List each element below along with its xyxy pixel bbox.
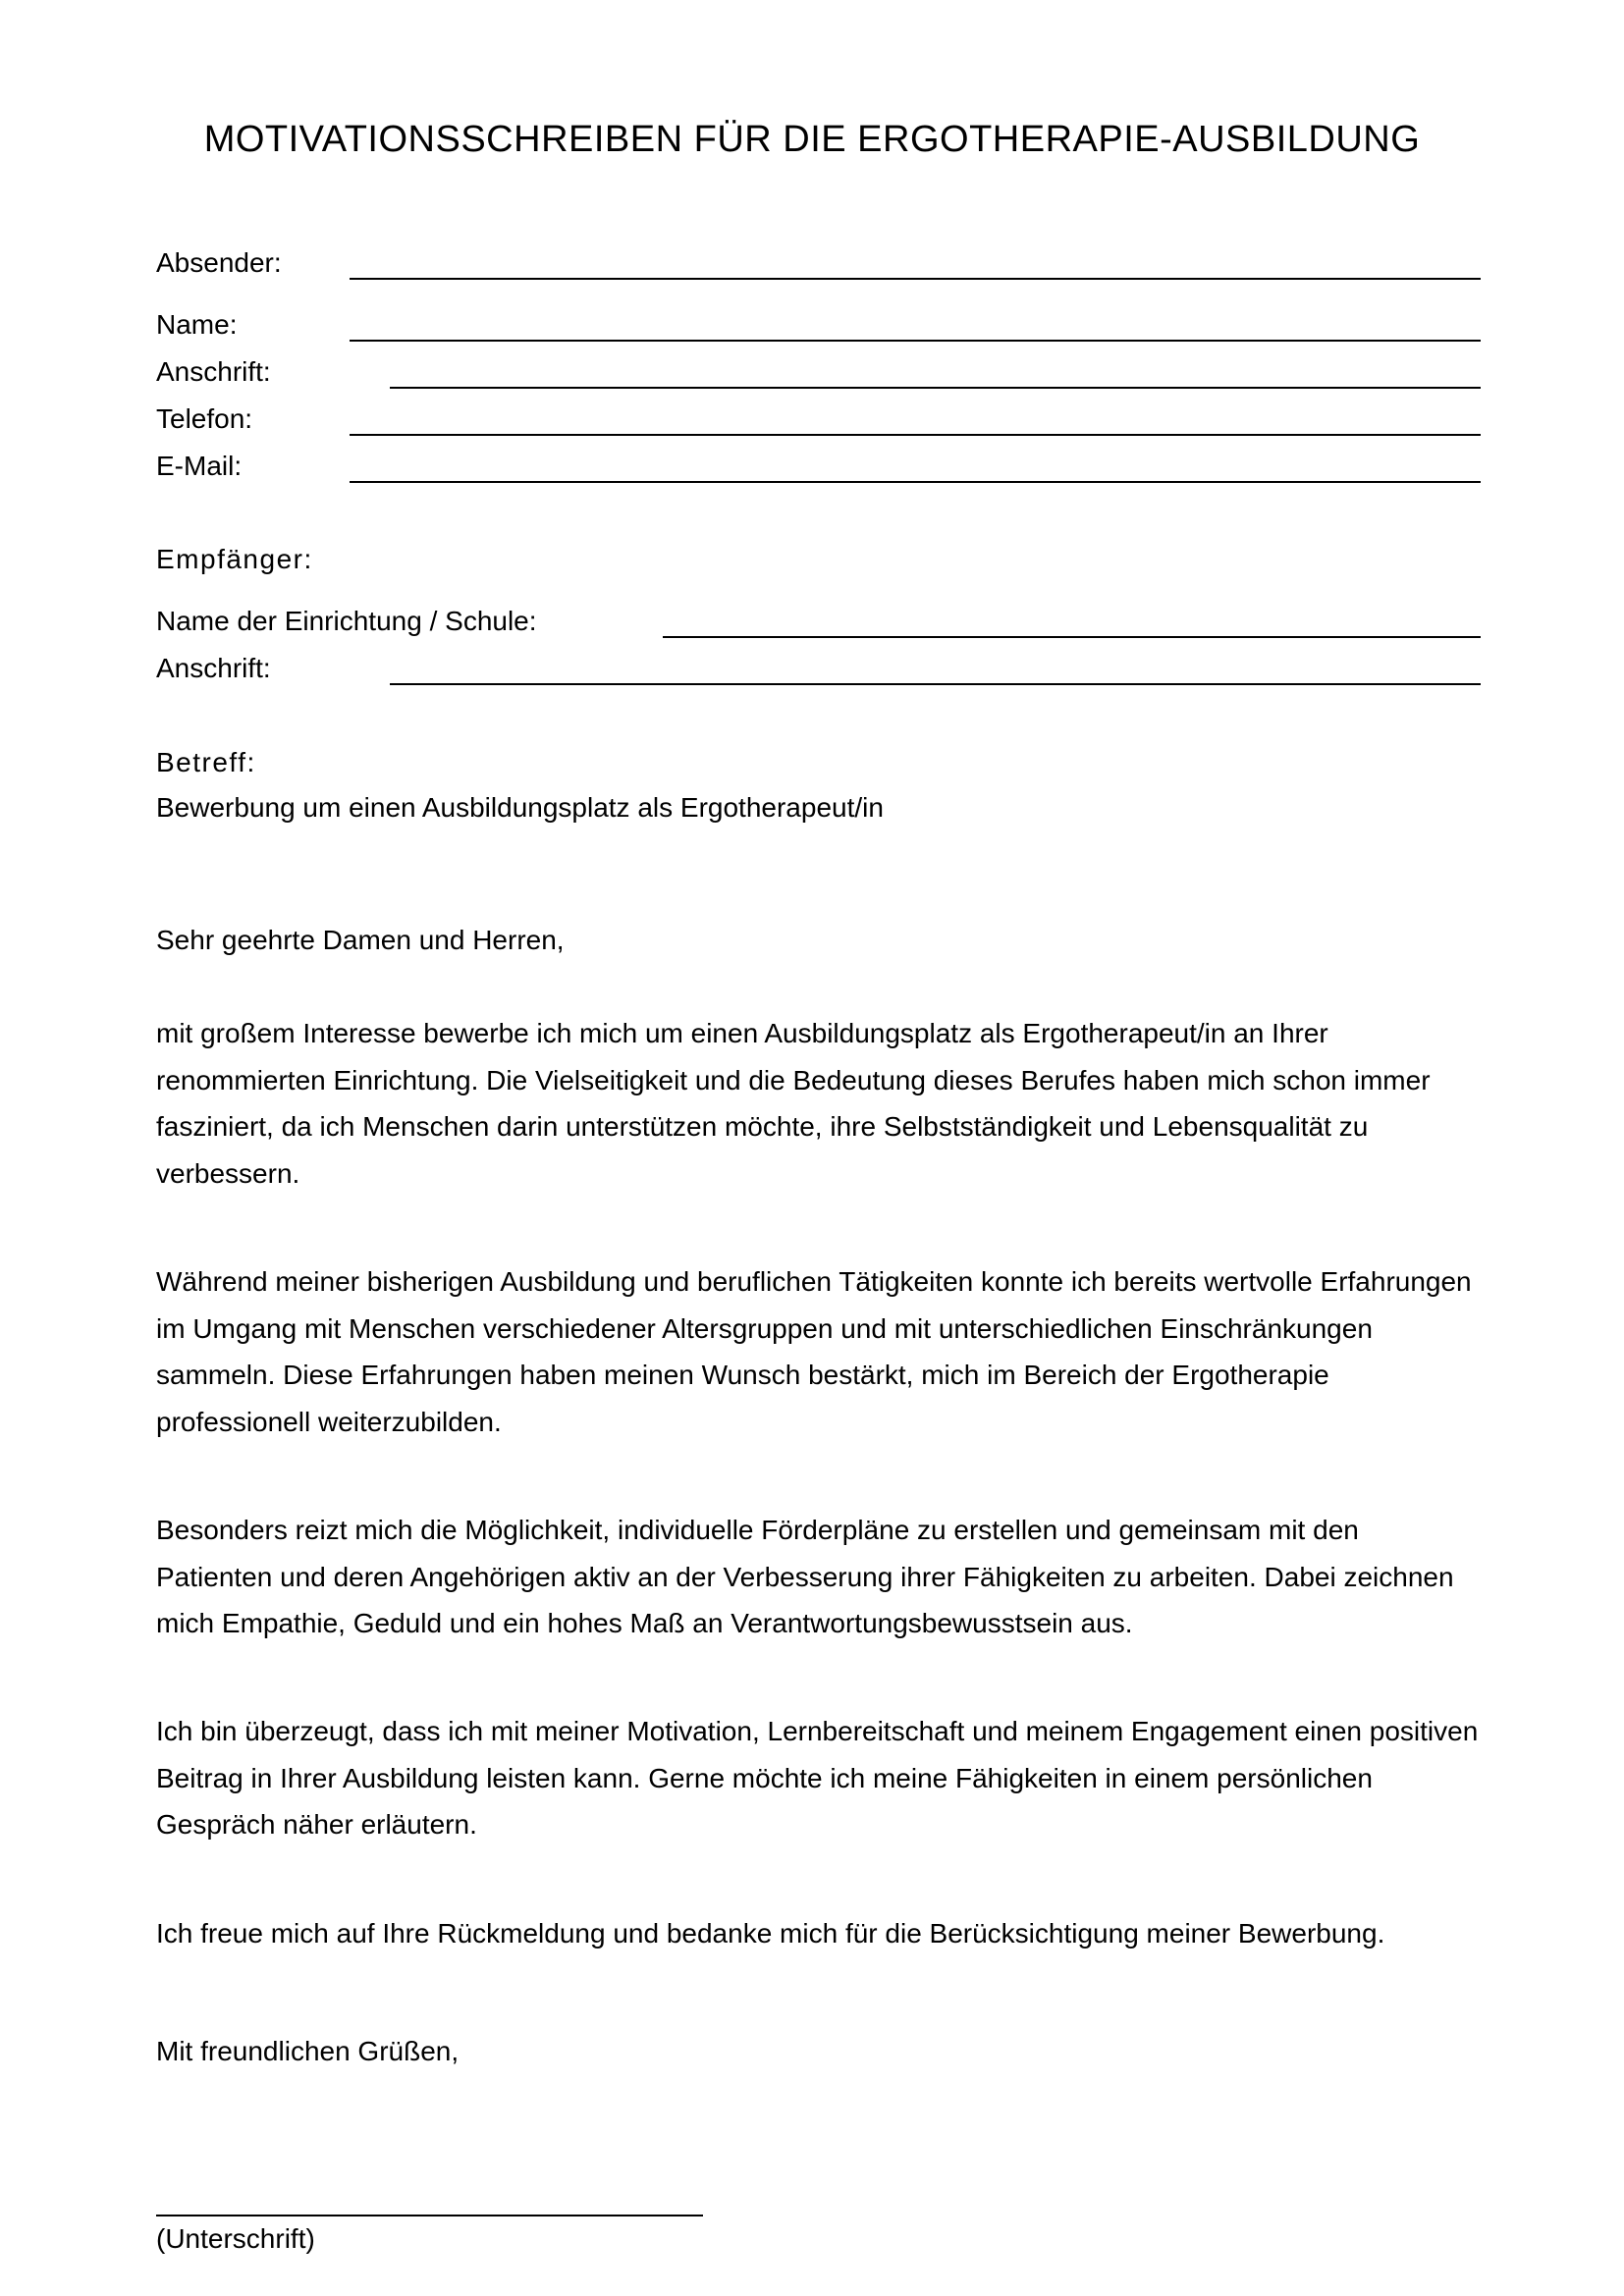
recipient-address-field[interactable] xyxy=(390,683,1481,685)
paragraph-line: verbessern. xyxy=(156,1157,300,1189)
paragraph-line: renommierten Einrichtung. Die Vielseitigkeit und die Bedeutung dieses Berufes haben mich schon immer xyxy=(156,1064,1431,1095)
subject-heading: Betreff: xyxy=(156,747,256,777)
paragraph-line: fasziniert, da ich Menschen darin unterstützen möchte, ihre Selbstständigkeit und Lebensqualität zu xyxy=(156,1111,1369,1142)
sender-name-label: Name: xyxy=(156,309,238,340)
recipient-address-label: Anschrift: xyxy=(156,653,271,683)
recipient-institution-field[interactable] xyxy=(663,636,1481,638)
sender-email-field[interactable] xyxy=(350,481,1481,483)
sender-address-label: Anschrift: xyxy=(156,356,271,387)
paragraph-line: Ich bin überzeugt, dass ich mit meiner Motivation, Lernbereitschaft und meinem Engagement einen positiven xyxy=(156,1716,1479,1746)
paragraph-line: im Umgang mit Menschen verschiedener Altersgruppen und mit unterschiedlichen Einschränkungen xyxy=(156,1312,1373,1344)
paragraph-line: Besonders reizt mich die Möglichkeit, individuelle Förderpläne zu erstellen und gemeinsam mit den xyxy=(156,1515,1359,1545)
closing: Mit freundlichen Grüßen, xyxy=(156,2036,460,2066)
sender-email-label: E-Mail: xyxy=(156,451,243,481)
body-paragraph-5 xyxy=(156,1910,1531,1957)
paragraph-line: Gespräch näher erläutern. xyxy=(156,1809,477,1840)
recipient-heading: Empfänger: xyxy=(156,544,313,574)
paragraph-line: mich Empathie, Geduld und ein hohes Maß an Verantwortungsbewusstsein aus. xyxy=(156,1608,1133,1638)
paragraph-line: Ich freue mich auf Ihre Rückmeldung und bedanke mich für die Berücksichtigung meiner Bewerbung. xyxy=(156,1918,1385,1949)
paragraph-line: mit großem Interesse bewerbe ich mich um einen Ausbildungsplatz als Ergotherapeut/in an Ihrer xyxy=(156,1018,1328,1048)
subject-text: Bewerbung um einen Ausbildungsplatz als Ergotherapeut/in xyxy=(156,792,884,823)
salutation: Sehr geehrte Damen und Herren, xyxy=(156,925,565,955)
body-paragraph-3 xyxy=(156,1507,1531,1647)
sender-phone-field[interactable] xyxy=(350,434,1481,436)
signature-line[interactable] xyxy=(156,2215,703,2216)
paragraph-line: Patienten und deren Angehörigen aktiv an der Verbesserung ihrer Fähigkeiten zu arbeiten. Dabei zeichnen xyxy=(156,1561,1454,1592)
sender-name-field[interactable] xyxy=(350,340,1481,342)
paragraph-line: professionell weiterzubilden. xyxy=(156,1406,502,1437)
signature-caption: (Unterschrift) xyxy=(156,2223,315,2254)
sender-phone-label: Telefon: xyxy=(156,403,253,434)
sender-address-field[interactable] xyxy=(390,387,1481,389)
recipient-institution-label: Name der Einrichtung / Schule: xyxy=(156,606,537,636)
paragraph-line: sammeln. Diese Erfahrungen haben meinen Wunsch bestärkt, mich im Bereich der Ergotherapie xyxy=(156,1360,1329,1390)
paragraph-line: Beitrag in Ihrer Ausbildung leisten kann. Gerne möchte ich meine Fähigkeiten in einem persönlichen xyxy=(156,1762,1373,1793)
paragraph-line: Während meiner bisherigen Ausbildung und beruflichen Tätigkeiten konnte ich bereits wertvolle Erfahrungen xyxy=(156,1266,1472,1297)
body-paragraph-4 xyxy=(156,1708,1531,1848)
body-paragraph-1 xyxy=(156,1010,1531,1197)
document-title: MOTIVATIONSSCHREIBEN FÜR DIE ERGOTHERAPIE-AUSBILDUNG xyxy=(203,119,1421,160)
sender-line[interactable] xyxy=(350,278,1481,280)
body-paragraph-2 xyxy=(156,1258,1531,1445)
sender-heading: Absender: xyxy=(156,247,282,278)
